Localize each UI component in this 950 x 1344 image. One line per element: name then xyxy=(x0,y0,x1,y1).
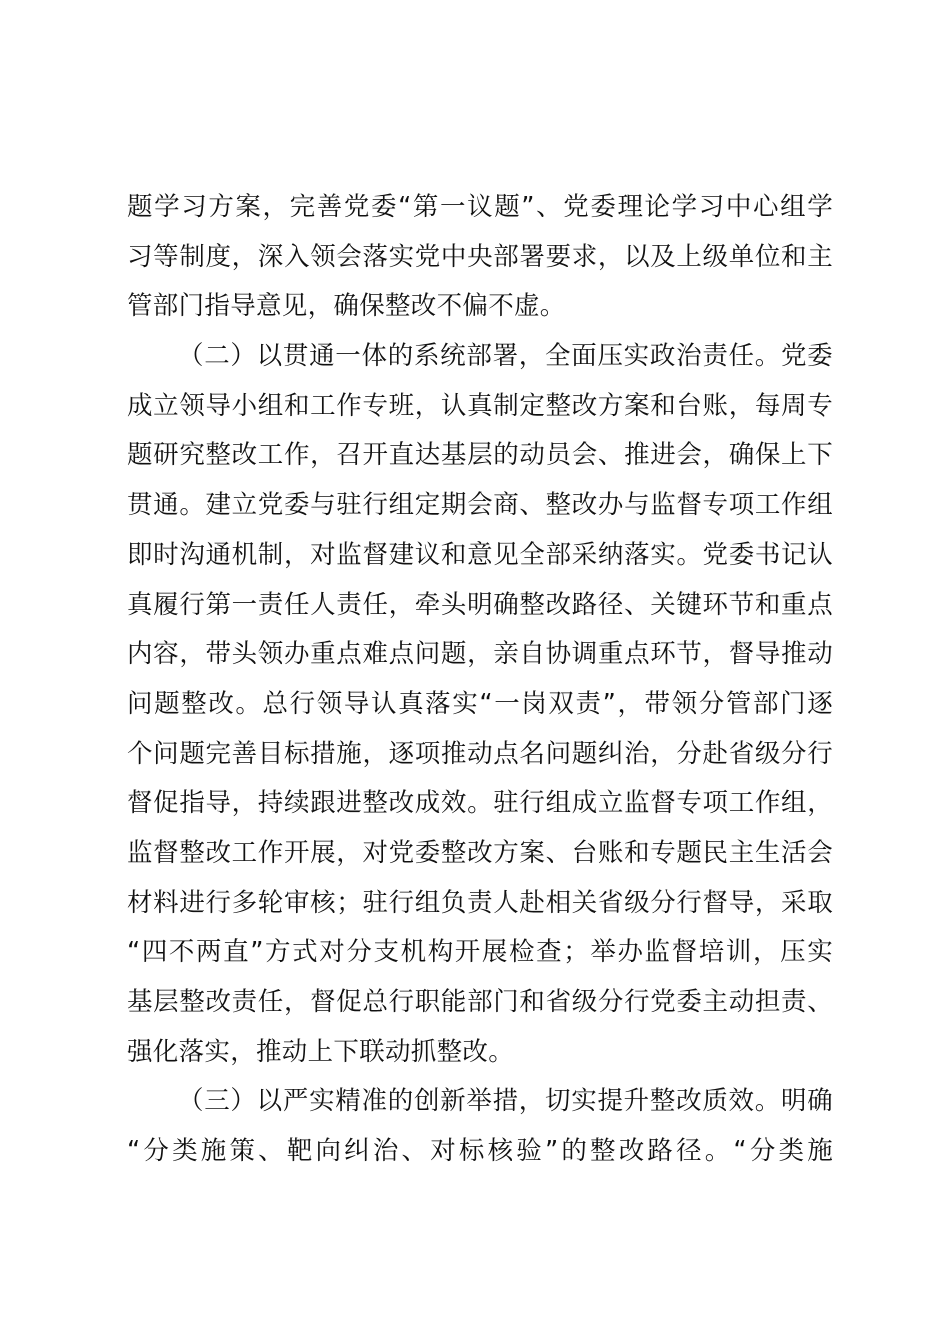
text-line: 监督整改工作开展，对党委整改方案、台账和专题民主生活会 xyxy=(127,837,833,868)
text-line: 成立领导小组和工作专班，认真制定整改方案和台账，每周专 xyxy=(127,390,833,421)
text-line: 基层整改责任，督促总行职能部门和省级分行党委主动担责、 xyxy=(127,987,833,1017)
text-line: 督促指导，持续跟进整改成效。驻行组成立监督专项工作组， xyxy=(127,788,833,819)
text-line: 习等制度，深入领会落实党中央部署要求，以及上级单位和主 xyxy=(127,241,833,272)
paragraph-heading-line: （三）以严实精准的创新举措，切实提升整改质效。明确 xyxy=(178,1086,833,1117)
text-line: 内容，带头领办重点难点问题，亲自协调重点环节，督导推动 xyxy=(127,639,833,670)
text-line: 问题整改。总行领导认真落实“一岗双责”，带领分管部门逐 xyxy=(127,688,833,719)
text-line: 即时沟通机制，对监督建议和意见全部采纳落实。党委书记认 xyxy=(127,539,833,570)
text-line: “分类施策、靶向纠治、对标核验”的整改路径。“分类施 xyxy=(127,1136,833,1167)
document-body xyxy=(127,183,833,1177)
text-line: 材料进行多轮审核；驻行组负责人赴相关省级分行督导，采取 xyxy=(127,887,833,918)
text-line: 题学习方案，完善党委“第一议题”、党委理论学习中心组学 xyxy=(127,192,833,222)
text-line: 管部门指导意见，确保整改不偏不虚。 xyxy=(127,291,566,322)
text-line: “四不两直”方式对分支机构开展检查；举办监督培训，压实 xyxy=(127,937,833,968)
text-line: 个问题完善目标措施，逐项推动点名问题纠治，分赴省级分行 xyxy=(127,738,833,769)
text-line: 真履行第一责任人责任，牵头明确整改路径、关键环节和重点 xyxy=(127,589,833,620)
text-line: 强化落实，推动上下联动抓整改。 xyxy=(127,1036,515,1067)
paragraph-heading-line: （二）以贯通一体的系统部署，全面压实政治责任。党委 xyxy=(178,341,833,372)
text-line: 题研究整改工作，召开直达基层的动员会、推进会，确保上下 xyxy=(127,440,833,471)
text-line: 贯通。建立党委与驻行组定期会商、整改办与监督专项工作组 xyxy=(127,490,833,521)
